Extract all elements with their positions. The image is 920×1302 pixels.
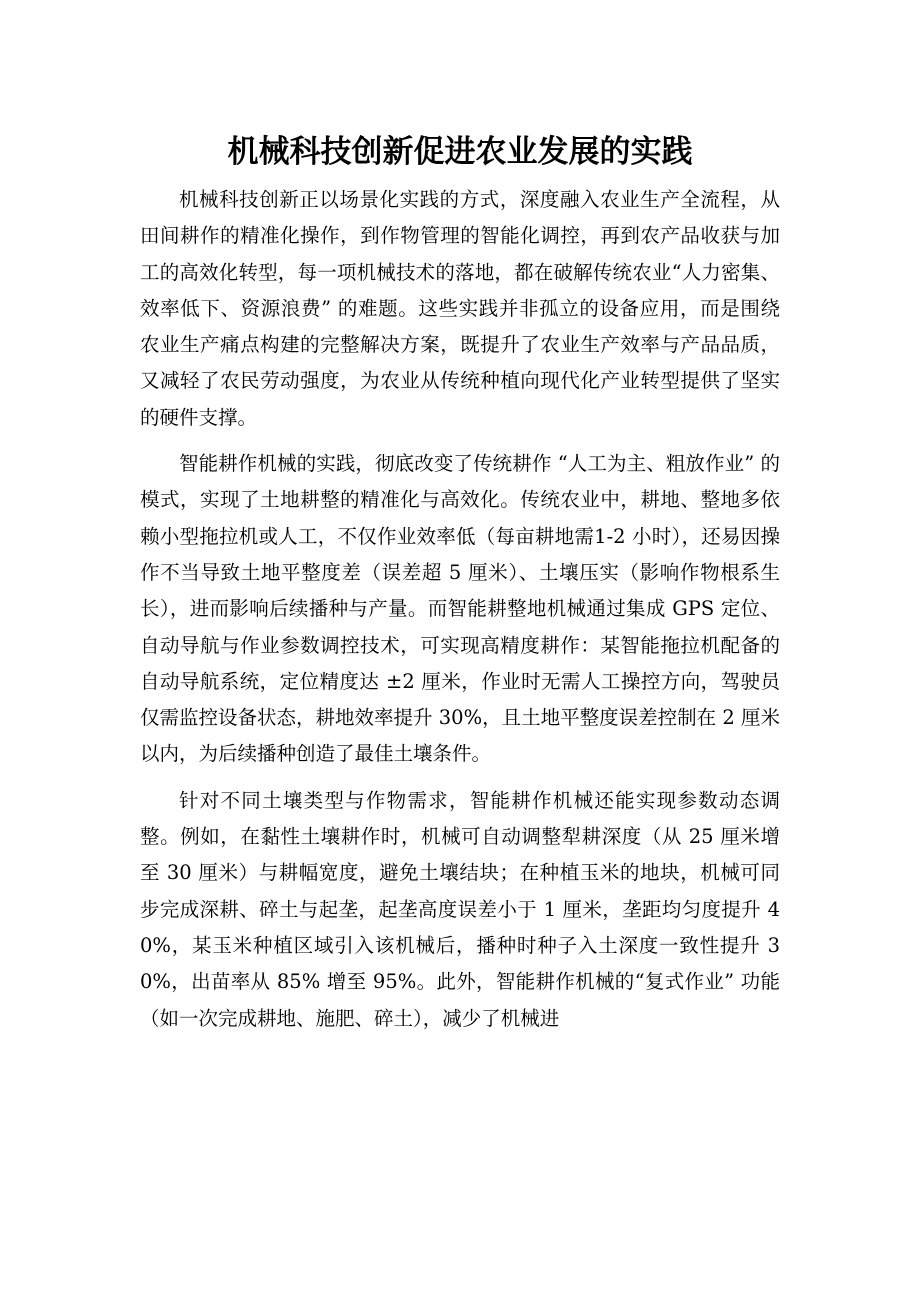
paragraph-parameter-adjustment: 针对不同土壤类型与作物需求，智能耕作机械还能实现参数动态调整。例如，在黏性土壤耕作时，机械可自动调整犁耕深度（从 25 厘米增至 30 厘米）与耕幅宽度，避免土壤结块；在种植玉米的地块，机械可同步完成深耕、碎土与起垄，起垄高度误差小于 1 厘米，垄距均匀度提升 40%，某玉米种植区域引入该机械后，播种时种子入土深度一致性提升 30%，出苗率从 85% 增至 95%。此外，智能耕作机械的“复式作业” 功能（如一次完成耕地、施肥、碎土），减少了机械进: [140, 788, 780, 1030]
document-body: [140, 182, 780, 1037]
paragraph-intro: 机械科技创新正以场景化实践的方式，深度融入农业生产全流程，从田间耕作的精准化操作，到作物管理的智能化调控，再到农产品收获与加工的高效化转型，每一项机械技术的落地，都在破解传统农业“人力密集、效率低下、资源浪费” 的难题。这些实践并非孤立的设备应用，而是围绕农业生产痛点构建的完整解决方案，既提升了农业生产效率与产品品质，又减轻了农民劳动强度，为农业从传统种植向现代化产业转型提供了坚实的硬件支撑。: [140, 188, 780, 429]
document-title: 机械科技创新促进农业发展的实践: [227, 134, 693, 170]
paragraph-smart-tillage: 智能耕作机械的实践，彻底改变了传统耕作 “人工为主、粗放作业” 的模式，实现了土地耕整的精准化与高效化。传统农业中，耕地、整地多依赖小型拖拉机或人工，不仅作业效率低（每亩耕地需1-2 小时），还易因操作不当导致土地平整度差（误差超 5 厘米）、土壤压实（影响作物根系生长），进而影响后续播种与产量。而智能耕整地机械通过集成 GPS 定位、自动导航与作业参数调控技术，可实现高精度耕作：某智能拖拉机配备的自动导航系统，定位精度达 ±2 厘米，作业时无需人工操控方向，驾驶员仅需监控设备状态，耕地效率提升 30%，且土地平整度误差控制在 2 厘米以内，为后续播种创造了最佳土壤条件。: [140, 452, 780, 766]
